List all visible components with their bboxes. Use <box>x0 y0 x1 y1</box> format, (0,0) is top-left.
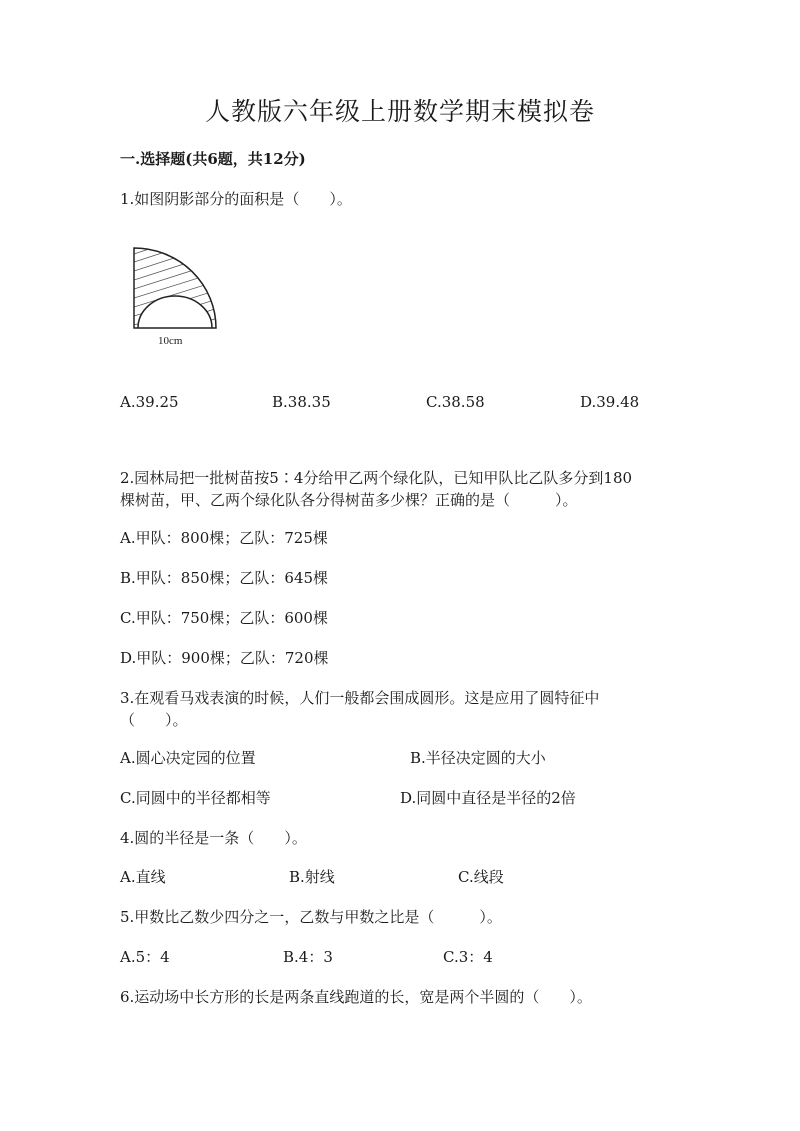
q1-option-c[interactable]: C.38.58 <box>426 393 485 411</box>
question-2-stem-line-2: 棵树苗，甲、乙两个绿化队各分得树苗多少棵？正确的是（ ）。 <box>120 491 578 509</box>
question-3-stem-line-1: 3.在观看马戏表演的时候，人们一般都会围成圆形。这是应用了圆特征中 <box>120 689 600 707</box>
q5-option-c[interactable]: C.3：4 <box>443 948 493 966</box>
question-6-stem: 6.运动场中长方形的长是两条直线跑道的长，宽是两个半圆的（ ）。 <box>120 988 592 1006</box>
q4-option-a[interactable]: A.直线 <box>120 868 166 886</box>
question-4-stem: 4.圆的半径是一条（ ）。 <box>120 829 307 847</box>
q2-option-b[interactable]: B.甲队：850棵；乙队：645棵 <box>120 569 329 587</box>
quarter-circle-outline <box>134 248 216 328</box>
q5-option-b[interactable]: B.4：3 <box>283 948 333 966</box>
question-5-stem: 5.甲数比乙数少四分之一，乙数与甲数之比是（ ）。 <box>120 908 502 926</box>
q3-option-b[interactable]: B.半径决定圆的大小 <box>410 749 546 767</box>
figure-dimension-label: 10cm <box>158 335 183 347</box>
q1-option-b[interactable]: B.38.35 <box>272 393 331 411</box>
q3-option-a[interactable]: A.圆心决定园的位置 <box>120 749 256 767</box>
q2-option-d[interactable]: D.甲队：900棵；乙队：720棵 <box>120 649 329 667</box>
q4-option-b[interactable]: B.射线 <box>289 868 335 886</box>
q1-option-d[interactable]: D.39.48 <box>580 393 640 411</box>
section-heading: 一.选择题(共6题，共12分) <box>120 150 306 168</box>
q3-option-d[interactable]: D.同圆中直径是半径的2倍 <box>400 789 576 807</box>
question-1-stem: 1.如图阴影部分的面积是（ ）。 <box>120 190 352 208</box>
semicircle-outline <box>138 296 212 328</box>
question-2-stem-line-1: 2.园林局把一批树苗按5∶4分给甲乙两个绿化队，已知甲队比乙队多分到180 <box>120 469 633 487</box>
q2-option-c[interactable]: C.甲队：750棵；乙队：600棵 <box>120 609 328 627</box>
q3-option-c[interactable]: C.同圆中的半径都相等 <box>120 789 271 807</box>
question-3-stem-line-2: （ ）。 <box>120 711 188 729</box>
q4-option-c[interactable]: C.线段 <box>458 868 504 886</box>
q1-option-a[interactable]: A.39.25 <box>120 393 179 411</box>
q5-option-a[interactable]: A.5：4 <box>120 948 170 966</box>
page-title: 人教版六年级上册数学期末模拟卷 <box>204 97 595 126</box>
q2-option-a[interactable]: A.甲队：800棵；乙队：725棵 <box>120 529 328 547</box>
hatch-shading <box>134 240 224 328</box>
